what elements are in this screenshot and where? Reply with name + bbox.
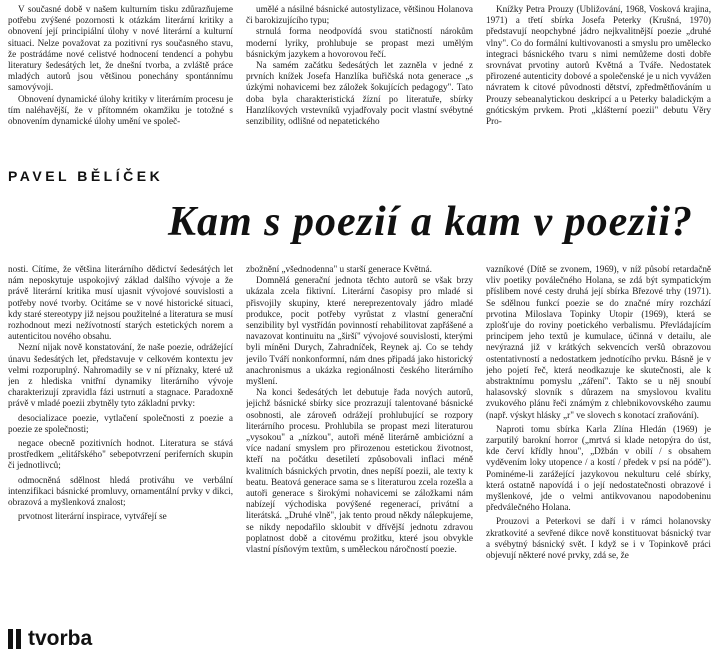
paragraph: Domnělá generační jednota těchto autorů se však brzy ukázala zcela fiktivní. Literární časopisy pro mladé si přisvojily skupiny, které nereprezentovaly jádro mladé produkce, pocit potřeby vyrůstat z vlastní generační senzibility byl vystřídán povinností rehabilitovat zapřášené a navazovat kontinuitu na „širší" vývojové souvislosti, kterými byli míněni Durych, Zahradníček, Reynek aj. Co se tehdy jevilo Tváří nonkonformní, nám dnes připadá jako historický anachronismus a ukázka regionálnosti českého literárního myšlení.	[246, 275, 473, 387]
article-author: PAVEL BĚLÍČEK	[8, 168, 164, 184]
paragraph: negace obecně pozitivních hodnot. Literatura se stává prostředkem „elitářského" sebepotvrzení periferních skupin či jednotlivců;	[8, 438, 233, 471]
paragraph: zbožnění „všednodenna" u starší generace Květná.	[246, 264, 432, 274]
paragraph: strnulá forma neodpovídá svou statičností nárokům moderní lyriky, prohlubuje se propast mezi umělým básnickým jazykem a hovorovou řečí.	[246, 26, 473, 59]
paragraph: prvotnost literární inspirace, vytvářejí se	[18, 511, 167, 522]
body-column-3	[486, 264, 711, 659]
top-column-3	[486, 4, 711, 162]
publication-logo	[8, 627, 92, 651]
paragraph: Nezní nijak nově konstatování, že naše poezie, odrážející únavu šedesátých let, představuje v celkovém kontextu jev velmi rozporuplný. Nahromadily se v ní příznaky, které už jen z hlediska vnitřní dynamiky literárního vývoje charakterizují zpravidla fázi ustrnutí a stagnace. Paradoxně právě v mladé poezii zbytněly tyto základní prvky:	[8, 342, 233, 409]
logo-mark	[8, 629, 21, 649]
paragraph: Na samém začátku šedesátých let zazněla v jedné z prvních knížek Josefa Hanzlíka buřičská nota generace „s úzkými nohavicemi bez záložek šokujících pedagogy". Tato doba byla charakteristická žízní po literatuře, sbírky Hanzlíkových vrstevníků vyjadřovaly pocit vlastní svébytné senzibility, odlišné od nepatetického	[246, 60, 473, 127]
body-column-1	[8, 264, 233, 619]
paragraph: odmocněná sdělnost hledá protiváhu ve verbální intenzifikaci básnické promluvy, ornamentální prvky v dikci, obrazová a myšlenková znalost;	[8, 474, 233, 508]
article-title: Kam s poezií a kam v poezii?	[168, 199, 693, 245]
paragraph: V současné době v našem kulturním tisku zdůrazňujeme potřebu zvýšené pozornosti k otázkám literární kritiky a obnovení její principiální úlohy v nové literární a kulturní situaci. Nelze považovat za pozitivní rys současného stavu, že postrádáme nové celistvé hodnocení tendencí a pohybu literatury šedesátých let, že dnešní tvorba, a zvláště práce mladých autorů jsou většinou ponechány spontánnímu samovývoji.	[8, 4, 233, 93]
paragraph: Naproti tomu sbírka Karla Zlína Hledán (1969) je zarputilý barokní horror („mrtvá si klade netopýra do úst, kde červí křídly hnou", „Džbán v obilí / s obsahem vyděvením loky utopence / a kostí / předek v psí na pódě"). Pominéme-li zarážející jazykovou nekulturu celé sbírky, která ostatně napovídá i o její nedostatečnosti obrazové i myšlenkové, jde o velmi antikvovanou napodobeninu předválečného Holana.	[486, 423, 711, 513]
top-column-2	[246, 4, 473, 162]
top-column-1	[8, 4, 233, 162]
paragraph: desocializace poezie, vytlačení společnosti z poezie a poezie ze společnosti;	[8, 412, 233, 434]
paragraph: Na konci šedesátých let debutuje řada nových autorů, jejichž básnické sbírky sice prozrazují talentované básnické osobnosti, ale zároveň odrážejí prohlubující se rozpory literárního procesu. Prohlubila se propast mezi literaturou „vysokou" a „nízkou", autoři méně literárně ambiciózní a více nadaní smyslem pro přirozenou estetickou životnost, kteří na počátku desetiletí způsobovali inflaci méně kvalitních básnických prvotin, dnes nepíší poezii, ale texty k beatu. Beatová generace sama se s literaturou zcela rozešla a autoři generace s širokými nohavicemi se záložkami nám nabízejí východiska povýšené regenerací, privátní a literátská. „Druhé vlně", jak tento proud někdy nálepkujeme, se nikdy nepodařilo skloubit v dřívější jednotu zdravou poplatnost době a citovému prožitku, které jsou obvykle vlastní písňovým textům, s uměleckou náročností poezie.	[246, 387, 473, 555]
logo-text: tvorba	[28, 627, 93, 650]
paragraph: umělé a násilné básnické autostylizace, většinou Holanova či barokizujícího typu;	[246, 4, 473, 26]
paragraph: nosti. Cítíme, že většina literárního dědictví šedesátých let nám neposkytuje uspokojivý základ dalšího vývoje a že právě literární kritika musí ujasnit vývojové souvislosti a potřeby nové tvorby. Ocitáme se v nové historické situaci, kdy staré stereotypy již nejsou použitelné a literatura se musí rozhodnout mezi nežívotností starých estetických norem a autenticitou nového obsahu.	[8, 264, 233, 342]
paragraph: Knížky Petra Prouzy (Ubližování, 1968, Vosková krajina, 1971) a třetí sbírka Josefa Peterky (Krušná, 1970) představují neopchybné jádro nejkvalitnější poezie „druhé vlny". Co do formální kultivovanosti a smyslu pro umělecko integraci básnického tvaru s nimi nemůžeme dosti dobře srovnávat prvotiny autorů Květná a Tváře. Nedostatek přirozené autenticity dobové a společenské je u nich vyvážen návratem k citové původnosti dětství, zpředmětňováním u Prouzy sebeanalytickou deskripcí a u Peterky baladickým a gnóticským prvkem. Proti „klášterní poezii" debutu Věry Pro-	[486, 4, 711, 127]
body-column-2	[246, 264, 473, 659]
paragraph: vazníkové (Dítě se zvonem, 1969), v níž působí retardačně vliv poetiky poválečného Holana, se zdá být sympatickým příslibem nové cesty druhá její sbírka Březové trhy (1971). Se sdělnou funkcí poezie se do značné míry rozchází prvotina Miloslava Topinky Utopir (1969), která se zplošťuje do roviny poetického verbalismu. Převládajícím principem jeho textů je kumulace, účinná v detailu, ale nevýrazná již v krátkých sekvencích veršů obrazovou ostentativností a nedostatkem jednotícího prvku. Básně je v jeho pojetí řeč, která neodkazuje ke skutečnosti, ale k abstraktnímu pomyslu „záření". Takto se u něj snoubí halasovský slovník s důrazem na smyslovou kvalitu zvukového plánu řeči známým z chlebnikovovského zaumu (např. výskyt hlásky „r" ve slovech s konotací zraňování).	[486, 264, 711, 420]
paragraph: Obnovení dynamické úlohy kritiky v literárním procesu je tím naléhavější, že v přítomném okamžiku je totožné s obnovením dynamické úlohy umění ve společ-	[8, 93, 233, 127]
paragraph: Prouzovi a Peterkovi se daří i v rámci holanovsky zkratkovité a sevřené dikce nově konstituovat básnický tvar a svébytný básnický svět. I když se i v Topinkově práci objevují některé nové prvky, zdá se, že	[486, 516, 711, 561]
